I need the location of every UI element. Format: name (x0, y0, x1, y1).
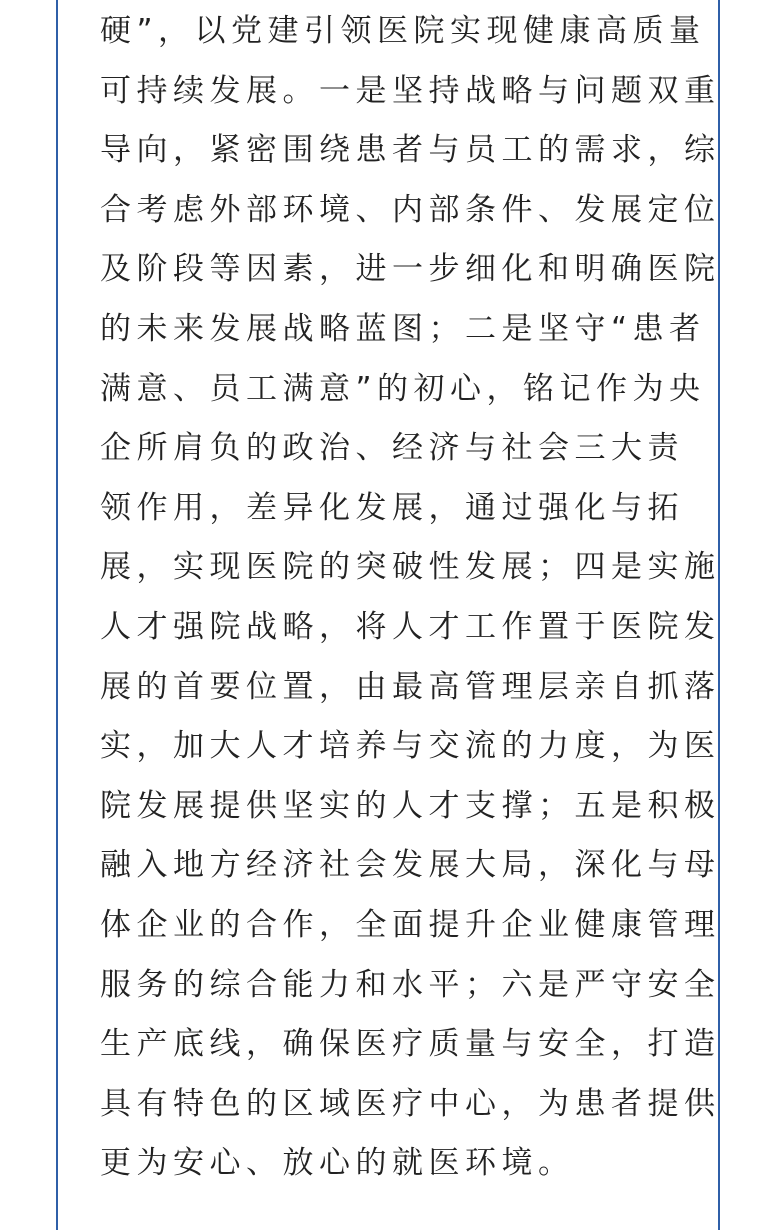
text-line: 领作用，差异化发展，通过强化与拓 (100, 489, 684, 526)
text-line: 人才强院战略，将人才工作置于医院发 (100, 608, 721, 645)
article-body (100, 0, 721, 1194)
text-line: 体企业的合作，全面提升企业健康管理 (100, 906, 721, 943)
text-line: 展，实现医院的突破性发展；四是实施 (100, 549, 721, 586)
text-line: 可持续发展。一是坚持战略与问题双重 (100, 72, 721, 109)
text-line: 服务的综合能力和水平；六是严守安全 (100, 966, 721, 1003)
text-line: 院发展提供坚实的人才支撑；五是积极 (100, 787, 721, 824)
text-line: 满意、员工满意”的初心，铭记作为央 (100, 370, 706, 407)
text-line: 硬”，以党建引领医院实现健康高质量 (100, 13, 706, 49)
text-line: 实，加大人才培养与交流的力度，为医 (100, 728, 721, 765)
text-line: 及阶段等因素，进一步细化和明确医院 (100, 251, 721, 288)
text-line: 的未来发展战略蓝图；二是坚守“患者 (100, 310, 706, 347)
text-line: 生产底线，确保医疗质量与安全，打造 (100, 1026, 721, 1063)
text-line: 具有特色的区域医疗中心，为患者提供 (100, 1085, 721, 1122)
text-line: 导向，紧密围绕患者与员工的需求，综 (100, 132, 721, 169)
text-line: 更为安心、放心的就医环境。 (100, 1145, 575, 1182)
text-line: 企所肩负的政治、经济与社会三大责 (100, 430, 684, 467)
text-line: 融入地方经济社会发展大局，深化与母 (100, 847, 721, 884)
text-line: 合考虑外部环境、内部条件、发展定位 (100, 191, 721, 228)
text-line: 展的首要位置，由最高管理层亲自抓落 (100, 668, 721, 705)
